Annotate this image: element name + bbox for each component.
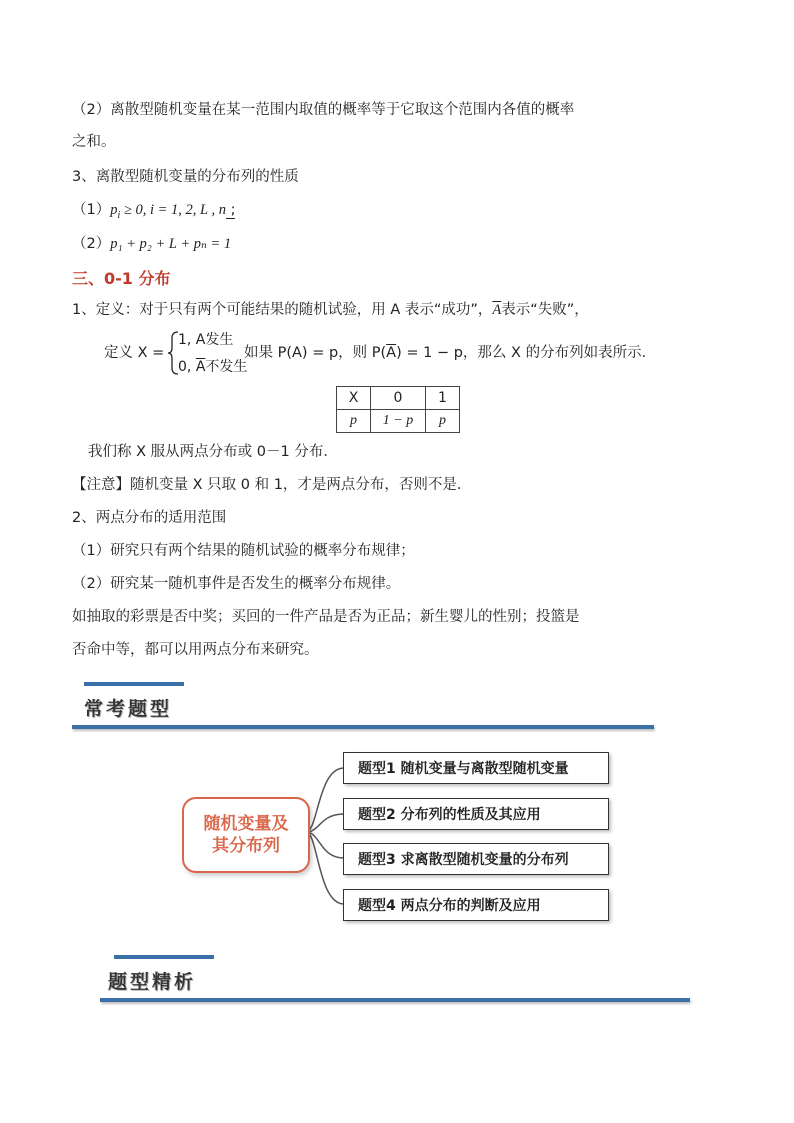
- table-cell: 1 − p: [371, 410, 426, 433]
- subheading-scope: 2、两点分布的适用范围: [72, 510, 227, 526]
- text-two-point: 我们称 X 服从两点分布或 0－1 分布．: [88, 444, 338, 460]
- mindmap-leaf-1: 题型1 随机变量与离散型随机变量: [343, 752, 609, 784]
- math-end: ;: [225, 202, 236, 218]
- scope-4: 否命中等，都可以用两点分布来研究。: [72, 642, 319, 658]
- scope-1: （1）研究只有两个结果的随机试验的概率分布规律；: [72, 543, 415, 559]
- banner2-bottom-bar: [100, 998, 690, 1002]
- math-sum: p₁ + p₂ + L + pₙ = 1: [110, 236, 232, 252]
- banner-top-bar: [84, 682, 184, 686]
- note-text: 【注意】随机变量 X 只取 0 和 1，才是两点分布，否则不是．: [72, 477, 472, 493]
- prefix: （1）: [72, 202, 111, 218]
- text-line-1: （2）离散型随机变量在某一范围内取值的概率等于它取这个范围内各值的概率: [72, 102, 575, 118]
- definition-line: [72, 300, 589, 320]
- table-row: [337, 387, 460, 410]
- subheading-property: 3、离散型随机变量的分布列的性质: [72, 169, 299, 185]
- math-rest: ≥ 0, i = 1, 2, L , n: [120, 202, 226, 218]
- table-cell: p: [426, 410, 460, 433]
- brace-top: 1, A发生: [178, 332, 234, 348]
- property-2: [72, 234, 231, 254]
- banner-bottom-bar: [72, 725, 654, 729]
- prefix: （2）: [72, 236, 111, 252]
- section-title-common: 常考题型: [84, 698, 173, 720]
- text-line-2: 之和。: [72, 134, 116, 150]
- table-cell: p: [337, 410, 371, 433]
- mindmap-leaf-2: 题型2 分布列的性质及其应用: [343, 798, 609, 830]
- mindmap-center: [182, 797, 310, 873]
- brace-bottom: [178, 357, 247, 377]
- brace-bot-pre: 0,: [178, 359, 196, 375]
- brace-after: [244, 343, 656, 363]
- banner2-top-bar: [114, 955, 214, 959]
- mindmap-center-label: 随机变量及其分布列: [203, 814, 289, 856]
- math-sub: i: [117, 209, 121, 221]
- scope-2: （2）研究某一随机事件是否发生的概率分布规律。: [72, 576, 401, 592]
- after-1: 如果 P(A) = p，则 P(: [244, 345, 387, 361]
- table-row: [337, 410, 460, 433]
- section-heading-01: 三、0-1 分布: [72, 269, 171, 288]
- section-title-analysis: 题型精析: [108, 971, 197, 993]
- def-abar: $\overline{A}$: [492, 302, 502, 318]
- table-cell: 0: [371, 387, 426, 410]
- math-p: p: [110, 202, 118, 218]
- table-cell: X: [337, 387, 371, 410]
- mindmap-leaf-4: 题型4 两点分布的判断及应用: [343, 889, 609, 921]
- brace-bot-abar: $\overline{A}$: [195, 359, 206, 375]
- scope-3: 如抽取的彩票是否中奖；买回的一件产品是否为正品；新生婴儿的性别；投篮是: [72, 609, 580, 625]
- brace-prefix: 定义 X =: [104, 345, 165, 361]
- property-1: [72, 200, 235, 226]
- after-2: ) = 1 − p，那么 X 的分布列如表所示．: [396, 345, 657, 361]
- def-text-b: 表示“失败”，: [501, 302, 589, 318]
- mindmap-leaf-3: 题型3 求离散型随机变量的分布列: [343, 843, 609, 875]
- distribution-table: [336, 386, 460, 433]
- brace-bot-post: 不发生: [205, 359, 248, 375]
- table-cell: 1: [426, 387, 460, 410]
- def-text-a: 1、定义：对于只有两个可能结果的随机试验，用 A 表示“成功”，: [72, 302, 493, 318]
- after-abar: $\overline{A}$: [386, 345, 397, 361]
